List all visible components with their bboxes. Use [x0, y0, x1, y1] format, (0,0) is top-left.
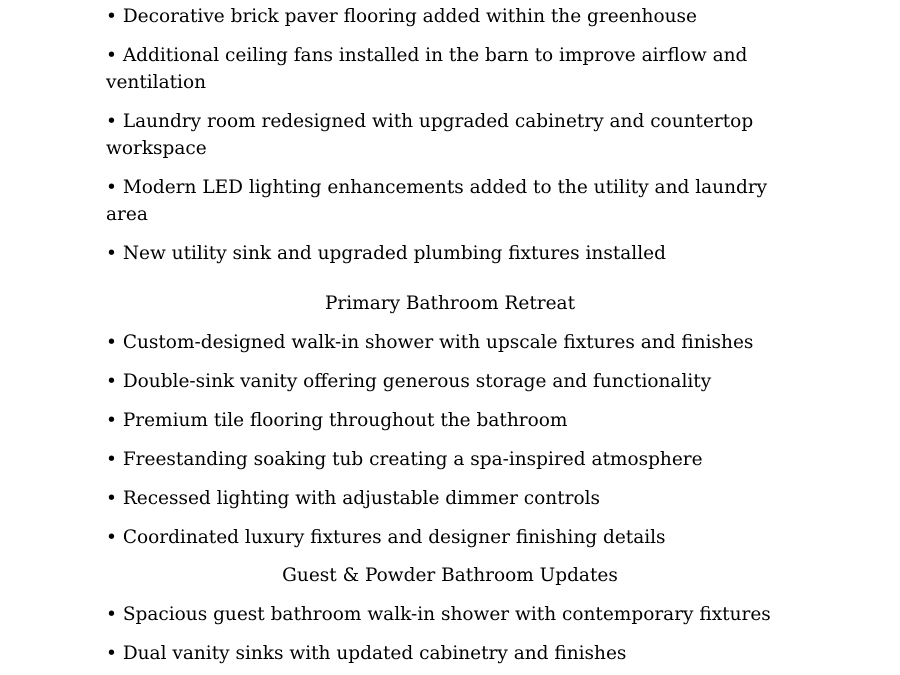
list-item — [106, 3, 806, 30]
bullet: • — [106, 527, 117, 548]
list-item-text: Freestanding soaking tub creating a spa-inspired atmosphere — [122, 449, 703, 470]
list-item-text: Double-sink vanity offering generous storage and functionality — [122, 371, 712, 392]
list-item-text: Custom-designed walk-in shower with upscale fixtures and finishes — [122, 332, 754, 353]
list-item — [106, 108, 806, 162]
bullet: • — [106, 488, 117, 509]
list-item — [106, 446, 806, 473]
section-heading-primary-bathroom: Primary Bathroom Retreat — [324, 293, 576, 314]
list-item-text: Laundry room redesigned with upgraded cabinetry and countertop workspace — [106, 111, 754, 159]
bullet: • — [106, 410, 117, 431]
list-item-text: Decorative brick paver flooring added within the greenhouse — [122, 6, 697, 27]
list-item — [106, 485, 806, 512]
bullet: • — [106, 45, 117, 66]
list-item — [106, 42, 806, 96]
list-item — [106, 174, 806, 228]
list-item — [106, 329, 806, 356]
list-item-text: Modern LED lighting enhancements added to the utility and laundry area — [106, 177, 768, 225]
list-item — [106, 368, 806, 395]
list-item-text: Dual vanity sinks with updated cabinetry and finishes — [122, 643, 627, 664]
feature-list-utility — [106, 3, 806, 267]
bullet: • — [106, 371, 117, 392]
bullet: • — [106, 111, 117, 132]
bullet: • — [106, 243, 117, 264]
list-item-text: Recessed lighting with adjustable dimmer controls — [122, 488, 601, 509]
bullet: • — [106, 332, 117, 353]
list-item-text: Additional ceiling fans installed in the barn to improve airflow and ventilation — [106, 45, 748, 93]
bullet: • — [106, 177, 117, 198]
list-item-text: Coordinated luxury fixtures and designer finishing details — [122, 527, 666, 548]
bullet: • — [106, 604, 117, 625]
list-item-text: New utility sink and upgraded plumbing fixtures installed — [122, 243, 666, 264]
list-item — [106, 407, 806, 434]
list-item — [106, 601, 806, 628]
list-item-text: Premium tile flooring throughout the bathroom — [122, 410, 568, 431]
list-item — [106, 640, 806, 667]
list-item — [106, 524, 806, 551]
bullet: • — [106, 449, 117, 470]
list-item — [106, 240, 806, 267]
bullet: • — [106, 6, 117, 27]
feature-list-guest-bathroom — [106, 601, 806, 667]
feature-list-primary-bathroom — [106, 329, 806, 551]
list-item-text: Spacious guest bathroom walk-in shower with contemporary fixtures — [122, 604, 771, 625]
section-heading-guest-bathroom: Guest & Powder Bathroom Updates — [282, 565, 618, 586]
bullet: • — [106, 643, 117, 664]
